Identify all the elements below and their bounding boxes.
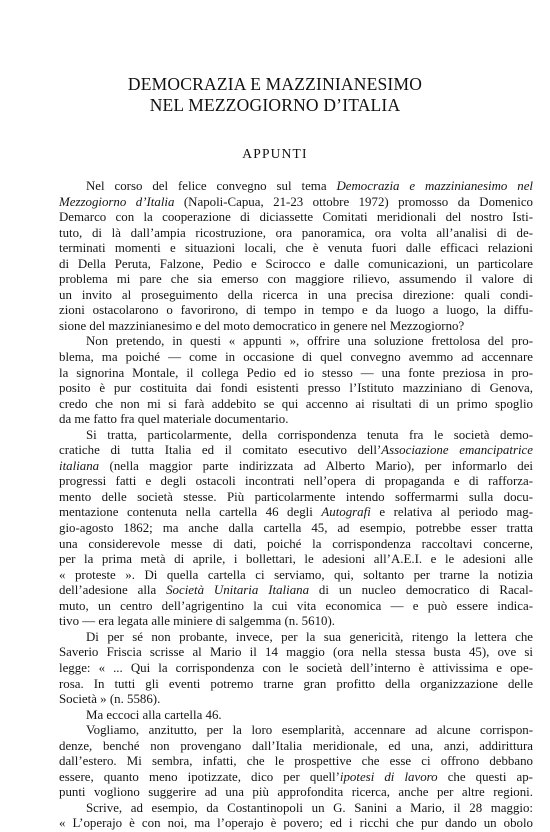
text-segment: gio-agosto 1862; ma anche dalla cartella 45, ad esempio, potrebbe esser tratta — [59, 521, 533, 536]
text-segment: Di per sé non probante, invece, per la sua genericità, ritengo la lettera che — [86, 629, 533, 644]
text-line — [59, 677, 533, 693]
text-line — [59, 443, 533, 459]
text-line — [59, 459, 533, 475]
text-segment: Demarco con la cooperazione di diciassette Comitati meridionali del nostro Isti- — [59, 210, 533, 225]
text-segment: la signorina Montale, il collega Pedio ed io stesso — una fonte preziosa in pro- — [59, 365, 533, 380]
italic-segment: italiana — [59, 458, 100, 473]
text-segment: zioni ostacolarono o favorirono, di tempo in tempo e da luogo a luogo, la diffu- — [59, 303, 533, 318]
text-segment: Saverio Friscia scrisse al Mario il 14 maggio (ora nella stessa busta 45), ove si — [59, 645, 533, 660]
text-segment: per la prima metà di aprile, i bollettari, le adesioni all’A.E.I. e le adesioni alle — [59, 552, 533, 567]
text-line — [59, 303, 533, 319]
text-line — [59, 537, 533, 553]
text-segment: una considerevole messe di dati, poiché la corrispondenza raccoltavi concerne, — [59, 536, 533, 551]
text-segment: terminati momenti e situazioni locali, che è venuta fuori dalle efficaci relazioni — [59, 241, 533, 256]
text-line — [59, 661, 533, 677]
text-line — [59, 692, 533, 708]
italic-segment: Associazione emancipatrice — [381, 443, 533, 458]
text-segment: che questi ap- — [437, 769, 533, 784]
italic-segment: Autografi — [321, 505, 371, 520]
text-line — [59, 179, 533, 195]
text-line — [59, 614, 533, 630]
text-line — [59, 521, 533, 537]
text-segment: Scrive, ad esempio, da Costantinopoli un G. Sanini a Mario, il 28 maggio: — [86, 800, 533, 815]
text-line — [59, 490, 533, 506]
text-segment: sione del mazzinianesimo e del moto democratico in genere nel Mezzogiorno? — [59, 318, 465, 333]
text-segment: mentazione contenuta nella cartella 46 degli — [59, 505, 322, 520]
text-segment: di Della Peruta, Falzone, Pedio e Scirocco e dalle comunicazioni, un particolare — [59, 256, 533, 271]
text-segment: (nella maggior parte indirizzata ad Alberto Mario), per informarlo dei — [99, 458, 533, 473]
text-line — [59, 288, 533, 304]
title-line-2: NEL MEZZOGIORNO D’ITALIA — [149, 95, 401, 115]
text-line — [59, 723, 533, 739]
text-segment: da me fatto fra quel materiale documentario. — [59, 412, 289, 427]
text-segment: tivo — era legata alle miniere di salgemma (n. 5610). — [59, 614, 335, 629]
text-line — [59, 397, 533, 413]
text-line — [59, 272, 533, 288]
text-segment: Ma eccoci alla cartella 46. — [86, 707, 222, 722]
text-line — [59, 816, 533, 832]
italic-segment: Mezzogiorno d’Italia — [59, 194, 175, 209]
text-segment: Nel corso del felice convegno sul tema — [86, 179, 337, 193]
text-segment: muto, un centro dell’agrigentino la cui vita economica — e può essere indica- — [59, 598, 533, 613]
text-line — [59, 708, 533, 724]
text-line — [59, 319, 533, 335]
text-segment: punti vogliono suggerire ad una più approfondita ricerca, anche per altre regioni. — [59, 785, 533, 800]
text-line — [59, 630, 533, 646]
text-line — [59, 645, 533, 661]
body-text — [59, 179, 533, 832]
italic-segment: ipotesi di lavoro — [339, 769, 438, 784]
text-segment: dell’adesione alla — [59, 583, 167, 598]
text-segment: cratiche di tutta Italia ed il comitato esecutivo dell’ — [59, 443, 382, 458]
text-line — [59, 801, 533, 817]
text-line — [59, 257, 533, 273]
text-line — [59, 474, 533, 490]
text-segment: e relativa al periodo mag- — [370, 505, 533, 520]
text-line — [59, 241, 533, 257]
text-segment: posito è pur costituita dai fondi esistenti presso l’Istituto mazziniano di Genova, — [59, 381, 533, 396]
text-segment: mento delle società stesse. Più particolarmente intendo soffermarmi sulla docu- — [59, 489, 533, 504]
text-line — [59, 552, 533, 568]
text-line — [59, 568, 533, 584]
text-line — [59, 428, 533, 444]
title-line-1: DEMOCRAZIA E MAZZINIANESIMO — [127, 74, 423, 94]
text-line — [59, 505, 533, 521]
text-line — [59, 599, 533, 615]
text-line — [59, 226, 533, 242]
text-line — [59, 334, 533, 350]
text-line — [59, 195, 533, 211]
text-line — [59, 583, 533, 599]
text-segment: dall’estero. Mi sembra, infatti, che le prospettive che esse ci offrono debbano — [59, 754, 533, 769]
text-segment: Vogliamo, anzitutto, per la loro esemplarità, accennare ad alcune corrispon- — [86, 723, 533, 738]
text-line — [59, 785, 533, 801]
text-segment: un invito al proseguimento della ricerca in una precisa direzione: quali condi- — [59, 287, 533, 302]
text-line — [59, 412, 533, 428]
text-segment: problema mi pare che sia emerso con maggiore rilievo, assumendo il valore di — [59, 272, 533, 287]
text-segment: di un nucleo democratico di Racal- — [309, 583, 533, 598]
text-segment: rosa. In tutti gli eventi potremo trarne gran profitto della organizzazione delle — [59, 676, 533, 691]
section-subtitle: APPUNTI — [242, 146, 308, 161]
italic-segment: Società Unitaria Italiana — [166, 583, 310, 598]
text-segment: Società » (n. 5586). — [59, 692, 161, 707]
text-segment: tuto, di là dall’ampia ricostruzione, ora panoramica, ora volta all’analisi di de- — [59, 225, 533, 240]
text-line — [59, 350, 533, 366]
text-segment: « proteste ». Di quella cartella ci serviamo, qui, soltanto per trarne la notizia — [59, 567, 533, 582]
text-segment: credo che non mi si farà addebito se qui accenno ai risultati di un primo spoglio — [59, 396, 533, 411]
italic-segment: Democrazia e mazzinianesimo nel — [336, 179, 534, 193]
text-segment: Si tratta, particolarmente, della corrispondenza tenuta fra le società demo- — [86, 427, 533, 442]
text-line — [59, 770, 533, 786]
text-segment: legge: « ... Qui la corrispondenza con le società dell’interno è attivissima e ope- — [59, 660, 533, 675]
text-segment: « L’operajo è con noi, ma l’operajo è povero; ed i ricchi che pur dando un obolo — [59, 816, 533, 831]
text-line — [59, 754, 533, 770]
text-line — [59, 366, 533, 382]
text-segment: denze, benché non provengano dall’Italia meridionale, ed una, anzi, addirittura — [59, 738, 533, 753]
text-segment: (Napoli-Capua, 21-23 ottobre 1972) promosso da Domenico — [174, 194, 533, 209]
text-segment: essere, quanto meno ipotizzate, dico per quell’ — [59, 769, 340, 784]
text-line — [59, 210, 533, 226]
text-segment: Non pretendo, in questi « appunti », offrire una soluzione frettolosa del pro- — [86, 334, 533, 349]
text-segment: blema, ma poiché — come in occasione di quel convegno avemmo ad accennare — [59, 350, 533, 365]
text-line — [59, 381, 533, 397]
text-segment: progressi fatti e degli ostacoli incontrati nell’opera di propaganda e di rafforza- — [59, 474, 533, 489]
text-line — [59, 739, 533, 755]
